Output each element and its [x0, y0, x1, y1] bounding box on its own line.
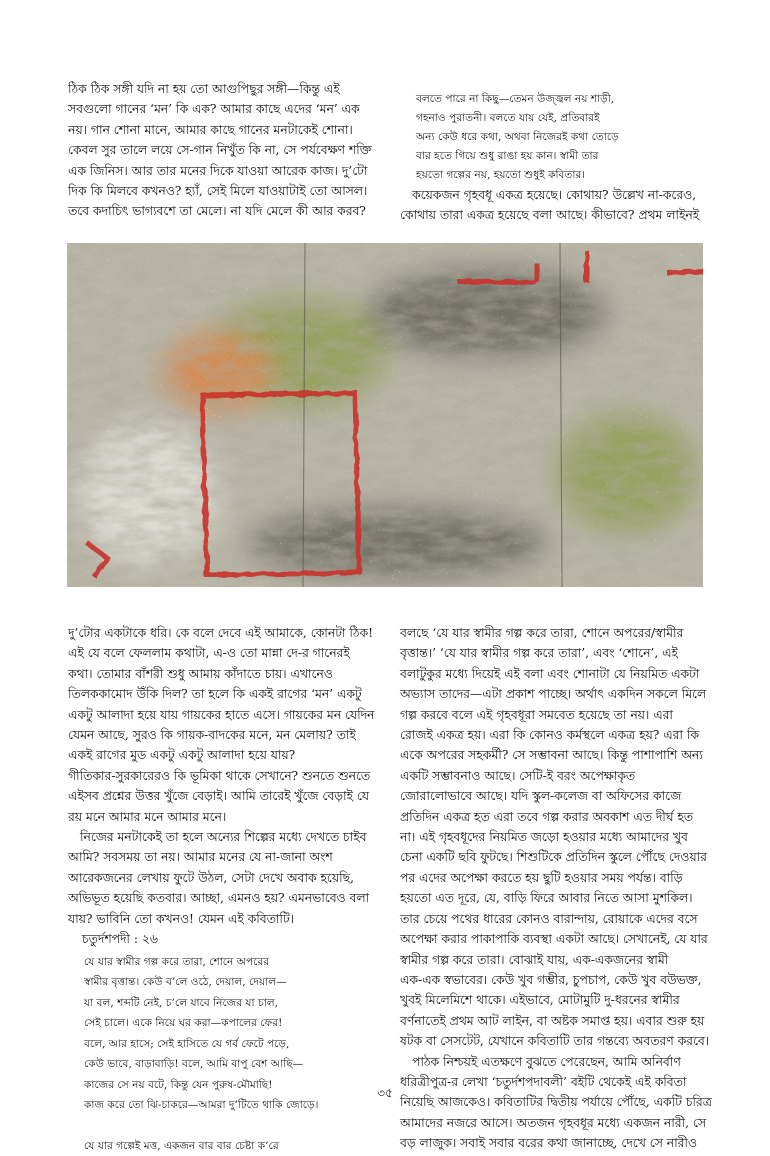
- text-line: স্বামীর গল্প করে তারা। বোঝাই যায়, এক-একজনের স্বামী: [400, 950, 705, 970]
- text-line: চেনা একটি ছবি ফুটছে। শিশুটিকে প্রতিদিন স্কুলে পৌঁছে দেওয়ার: [400, 847, 705, 867]
- text-line: খুবই মিলেমিশে থাকে। এইভাবে, মোটামুটি দু-ধরনের স্বামীর: [400, 990, 705, 1010]
- text-line: আমি? সবসময় তা নয়। আমার মনের যে না-জানা অংশ: [68, 847, 366, 867]
- text-line: না। এই গৃহবধূদের নিয়মিত জড়ো হওয়ার মধ্যে আমাদের খুব: [400, 827, 705, 847]
- abstract-painting: [67, 243, 703, 587]
- text-line: ধরিত্রীপুত্র-র লেখা ‘চতুর্দশপদাবলী’ বইটি থেকেই এই কবিতা: [400, 1072, 705, 1092]
- text-line: নিয়েছি আজকেও। কবিতাটির দ্বিতীয় পর্যায়ে পৌঁছে, একটি চরিত্র: [400, 1092, 705, 1112]
- poem-line: বার হতে গিয়ে শুধু রাঙা হয় কান। স্বামী তার: [416, 147, 705, 166]
- poem-line: কেউ ভাবে, বাড়াবাড়ি! বলে, আমি বাপু বেশ আছি—: [84, 1054, 366, 1075]
- text-line: এক জিনিস। আর তার মনের দিকে যাওয়া আরেক কাজ। দু’টো: [68, 161, 366, 181]
- poem-line: যা বল, শব্দটি নেই, চ’লে যাবে নিজের যা চাল,: [84, 993, 366, 1014]
- bottom-right-column: [400, 623, 705, 1154]
- poem-excerpt: [400, 90, 705, 185]
- stanza-gap: [84, 1116, 366, 1136]
- text-line: সবগুলো গানের ‘মন’ কি এক? আমার কাছে এদের ‘মন’ এক: [68, 99, 366, 119]
- text-line: অভ্যাস তাদের—এটা প্রকাশ পাচ্ছে। অর্থাৎ একদিন সকলে মিলে: [400, 684, 705, 704]
- text-line: তবে কদাচিৎ ভাগ্যবশে তা মেলে। না যদি মেলে কী আর করব?: [68, 201, 366, 221]
- text-line: অপেক্ষা করার পাকাপাকি ব্যবস্থা একটা আছে। সেখানেই, যে যার: [400, 929, 705, 949]
- paragraph: [68, 79, 366, 222]
- poem-line: যে যার স্বামীর গল্প করে তারা, শোনে অপরের: [84, 952, 366, 973]
- text-line: তিলককামোদ উঁকি দিল? তা হলে কি একই রাগের ‘মন’ একটু: [68, 684, 366, 704]
- paragraph: [400, 185, 705, 226]
- text-line: কয়েকজন গৃহবধূ একত্র হয়েছে। কোথায়? উল্লেখ না-করেও,: [400, 185, 705, 205]
- top-left-column: [68, 79, 366, 222]
- text-line: একই রাগের মুড একটু একটু আলাদা হয়ে যায়?: [68, 745, 366, 765]
- poem-line: বলে, আর হাসে; সেই হাসিতে যে গর্ব ফেটে পড়ে,: [84, 1034, 366, 1055]
- text-line: ঠিক ঠিক সঙ্গী যদি না হয় তো আগুপিছুর সঙ্গী—কিন্তু এই: [68, 79, 366, 99]
- poem-line: কাজের সে নয় বটে, কিন্তু যেন পুরুষ-মৌমাছি!: [84, 1075, 366, 1096]
- text-line: যায়? ভাবিনি তো কখনও! যেমন এই কবিতাটি।: [68, 909, 366, 929]
- text-line: তার চেয়ে পথের ধারের কোনও বারান্দায়, রোয়াকে এদের বসে: [400, 909, 705, 929]
- text-line: আরেকজনের লেখায় ফুটে উঠল, সেটা দেখে অবাক হয়েছি,: [68, 868, 366, 888]
- poem-line: সেই চালে। একে নিয়ে ঘর করা—কপালের ফের!: [84, 1013, 366, 1034]
- text-line: বলছে ‘যে যার স্বামীর গল্প করে তারা, শোনে অপরের/স্বামীর: [400, 623, 705, 643]
- poem: [68, 952, 366, 1156]
- text-line: অভিভূত হয়েছি কতবার। আচ্ছা, এমনও হয়? এমনভাবেও বলা: [68, 888, 366, 908]
- paragraph: [400, 623, 705, 1154]
- text-line: পাঠক নিশ্চয়ই এতক্ষণে বুঝতে পেরেছেন, আমি অনির্বাণ: [400, 1052, 705, 1072]
- top-right-column: [400, 88, 705, 226]
- poem-line: কাজ করে তো ঝি-চাকরে—আমরা দু’টিতে থাকি জোড়ে।: [84, 1095, 366, 1116]
- text-line: একে অপরের সহকর্মী? সে সম্ভাবনা আছে। কিন্তু পাশাপাশি অন্য: [400, 745, 705, 765]
- text-line: গীতিকার-সুরকারেরও কি ভূমিকা থাকে সেখানে? শুনতে শুনতে: [68, 766, 366, 786]
- text-line: আমাদের নজরে আসে। অতজন গৃহবধূর মধ্যে একজন নারী, সে: [400, 1113, 705, 1133]
- poem-line: গহনাও পুরাতনী। বলতে যায় যেই, প্রতিবারই: [416, 109, 705, 128]
- text-line: কোথায় তারা একত্র হয়েছে বলা আছে। কীভাবে? প্রথম লাইনই: [400, 205, 705, 225]
- paragraph: [68, 623, 366, 827]
- text-line: বলাটুকুর মধ্যে দিয়েই এই বলা এবং শোনাটা যে নিয়মিত একটা: [400, 664, 705, 684]
- bottom-left-column: [68, 623, 366, 1156]
- text-line: রোজই একত্র হয়। এরা কি কোনও কর্মস্থলে একত্র হয়? এরা কি: [400, 725, 705, 745]
- text-line: বড় লাজুক। সবাই সবার বরের কথা জানাচ্ছে, দেখে সে নারীও: [400, 1133, 705, 1153]
- text-line: যেমন আছে, সুরও কি গায়ক-বাদকের মনে, মন মেলায়? তাই: [68, 725, 366, 745]
- text-line: কথা। তোমার বাঁশরী শুধু আমায় কাঁদাতে চায়। এখানেও: [68, 664, 366, 684]
- poem-line: অন্য কেউ ধরে কথা, অথবা নিজেরই কথা তোড়ে: [416, 128, 705, 147]
- text-line: বৃত্তান্ত।’ ‘যে যার স্বামীর গল্প করে তারা’, এবং ‘শোনে’, এই: [400, 643, 705, 663]
- text-line: এইসব প্রশ্নের উত্তর খুঁজে বেড়াই। আমি তারেই খুঁজে বেড়াই যে: [68, 786, 366, 806]
- poem-line: বলতে পারে না কিছু—তেমন উজ্জ্বল নয় শাড়ী,: [416, 90, 705, 109]
- text-line: দু’টোর একটাকে ধরি। কে বলে দেবে এই আমাকে, কোনটা ঠিক!: [68, 623, 366, 643]
- text-line: একটি সম্ভাবনাও আছে। সেটি-ই বরং অপেক্ষাকৃত: [400, 766, 705, 786]
- text-line: এক-এক স্বভাবের। কেউ খুব গম্ভীর, চুপচাপ, কেউ খুব বউভক্ত,: [400, 970, 705, 990]
- text-line: হয়তো এত দূরে, যে, বাড়ি ফিরে আবার নিতে আসা মুশকিল।: [400, 888, 705, 908]
- poem-title: চতুর্দশপদী : ২৬: [68, 929, 366, 949]
- text-line: বর্ণনাতেই প্রথম আট লাইন, বা অষ্টক সমাপ্ত হয়। এবার শুরু হয়: [400, 1011, 705, 1031]
- text-line: ষটক বা সেসটেট, যেখানে কবিতাটি তার গন্তব্যে অবতরণ করবে।: [400, 1031, 705, 1051]
- poem-line: হয়তো গল্পের নয়, হয়তো শুধুই কবিতার।: [416, 166, 705, 185]
- text-line: নয়। গান শোনা মানে, আমার কাছে গানের মনটাকেই শোনা।: [68, 120, 366, 140]
- text-line: পর এদের অপেক্ষা করতে হয় ছুটি হওয়ার সময় পর্যন্ত। বাড়ি: [400, 868, 705, 888]
- poem-line: যে যার গল্পেই মত্ত, একজন বার বার চেষ্টা ক’রে: [84, 1136, 366, 1156]
- text-line: একটু আলাদা হয়ে যায় গায়কের হাতে এসে। গায়কের মন যেদিন: [68, 705, 366, 725]
- paragraph: [68, 827, 366, 929]
- text-line: কেবল সুর তালে লয়ে সে-গান নিখুঁত কি না, সে পর্যবেক্ষণ শক্তি: [68, 140, 366, 160]
- white-speckles: [67, 243, 703, 587]
- poem-line: স্বামীর বৃত্তান্ত। কেউ ব’লে ওঠে, দেয়াল, দেয়াল—: [84, 972, 366, 993]
- text-line: গল্প করবে বলে এই গৃহবধূরা সমবেত হয়েছে তা নয়। এরা: [400, 705, 705, 725]
- text-line: এই যে বলে ফেললাম কথাটা, এ-ও তো মান্না দে-র গানেরই: [68, 643, 366, 663]
- text-line: নিজের মনটাকেই তা হলে অন্যের শিল্পের মধ্যে দেখতে চাইব: [68, 827, 366, 847]
- page-number: ৩৫: [0, 1085, 770, 1105]
- text-line: দিক কি মিলবে কখনও? হ্যাঁ, সেই মিলে যাওয়াটাই তো আসল।: [68, 181, 366, 201]
- text-line: প্রতিদিন একত্র হত এরা তবে গল্প করার অবকাশ এত দীর্ঘ হত: [400, 807, 705, 827]
- text-line: রয় মনে আমার মনে আমার মনে।: [68, 807, 366, 827]
- text-line: জোরালোভাবে আছে। যদি স্কুল-কলেজ বা অফিসের কাজে: [400, 786, 705, 806]
